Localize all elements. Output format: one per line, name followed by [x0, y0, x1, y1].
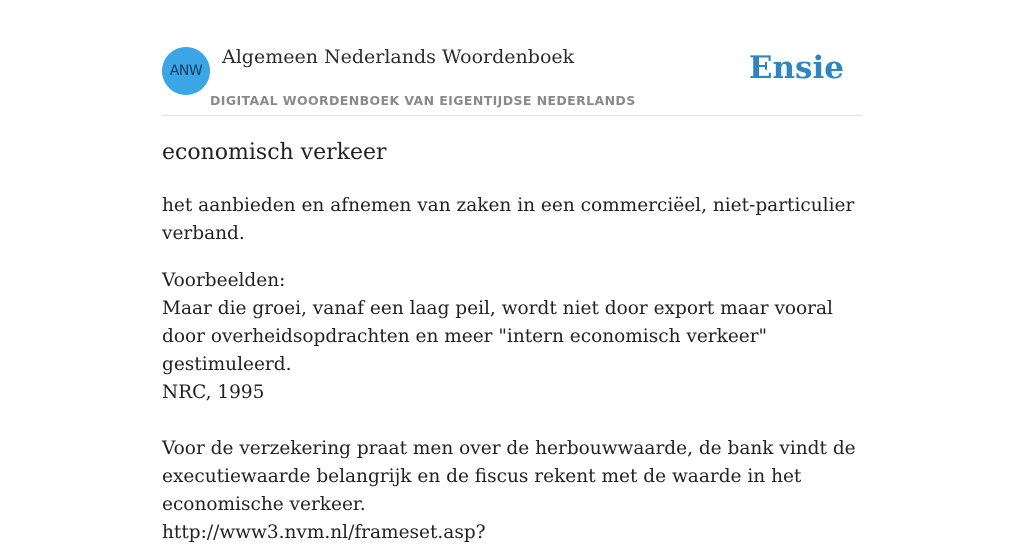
entry-title: economisch verkeer [162, 140, 387, 165]
example-source: NRC, 1995 [162, 382, 265, 403]
dictionary-subtitle: DIGITAAL WOORDENBOEK VAN EIGENTIJDSE NEDERLANDS [210, 93, 636, 108]
page-container [162, 0, 862, 543]
anw-logo[interactable]: ANW [162, 47, 210, 95]
example-quote: Maar die groei, vanaf een laag peil, wordt niet door export maar vooral door overheidsopdrachten en meer "intern economisch verkeer" gestimuleerd. [162, 298, 833, 375]
ensie-brand-link[interactable]: Ensie [748, 50, 844, 86]
entry-definition: het aanbieden en afnemen van zaken in een commerciëel, niet-particulier verband. [162, 195, 855, 244]
example-source-link[interactable]: http://www3.nvm.nl/frameset.asp? [162, 522, 486, 543]
example-item [162, 435, 862, 547]
site-header [162, 0, 862, 116]
examples-label: Voorbeelden: [162, 270, 286, 291]
examples-section [162, 267, 862, 547]
example-quote: Voor de verzekering praat men over de herbouwwaarde, de bank vindt de executiewaarde belangrijk en de fiscus rekent met de waarde in het economische verkeer. [162, 438, 856, 515]
example-item [162, 295, 862, 407]
dictionary-title[interactable]: Algemeen Nederlands Woordenboek [222, 46, 575, 68]
